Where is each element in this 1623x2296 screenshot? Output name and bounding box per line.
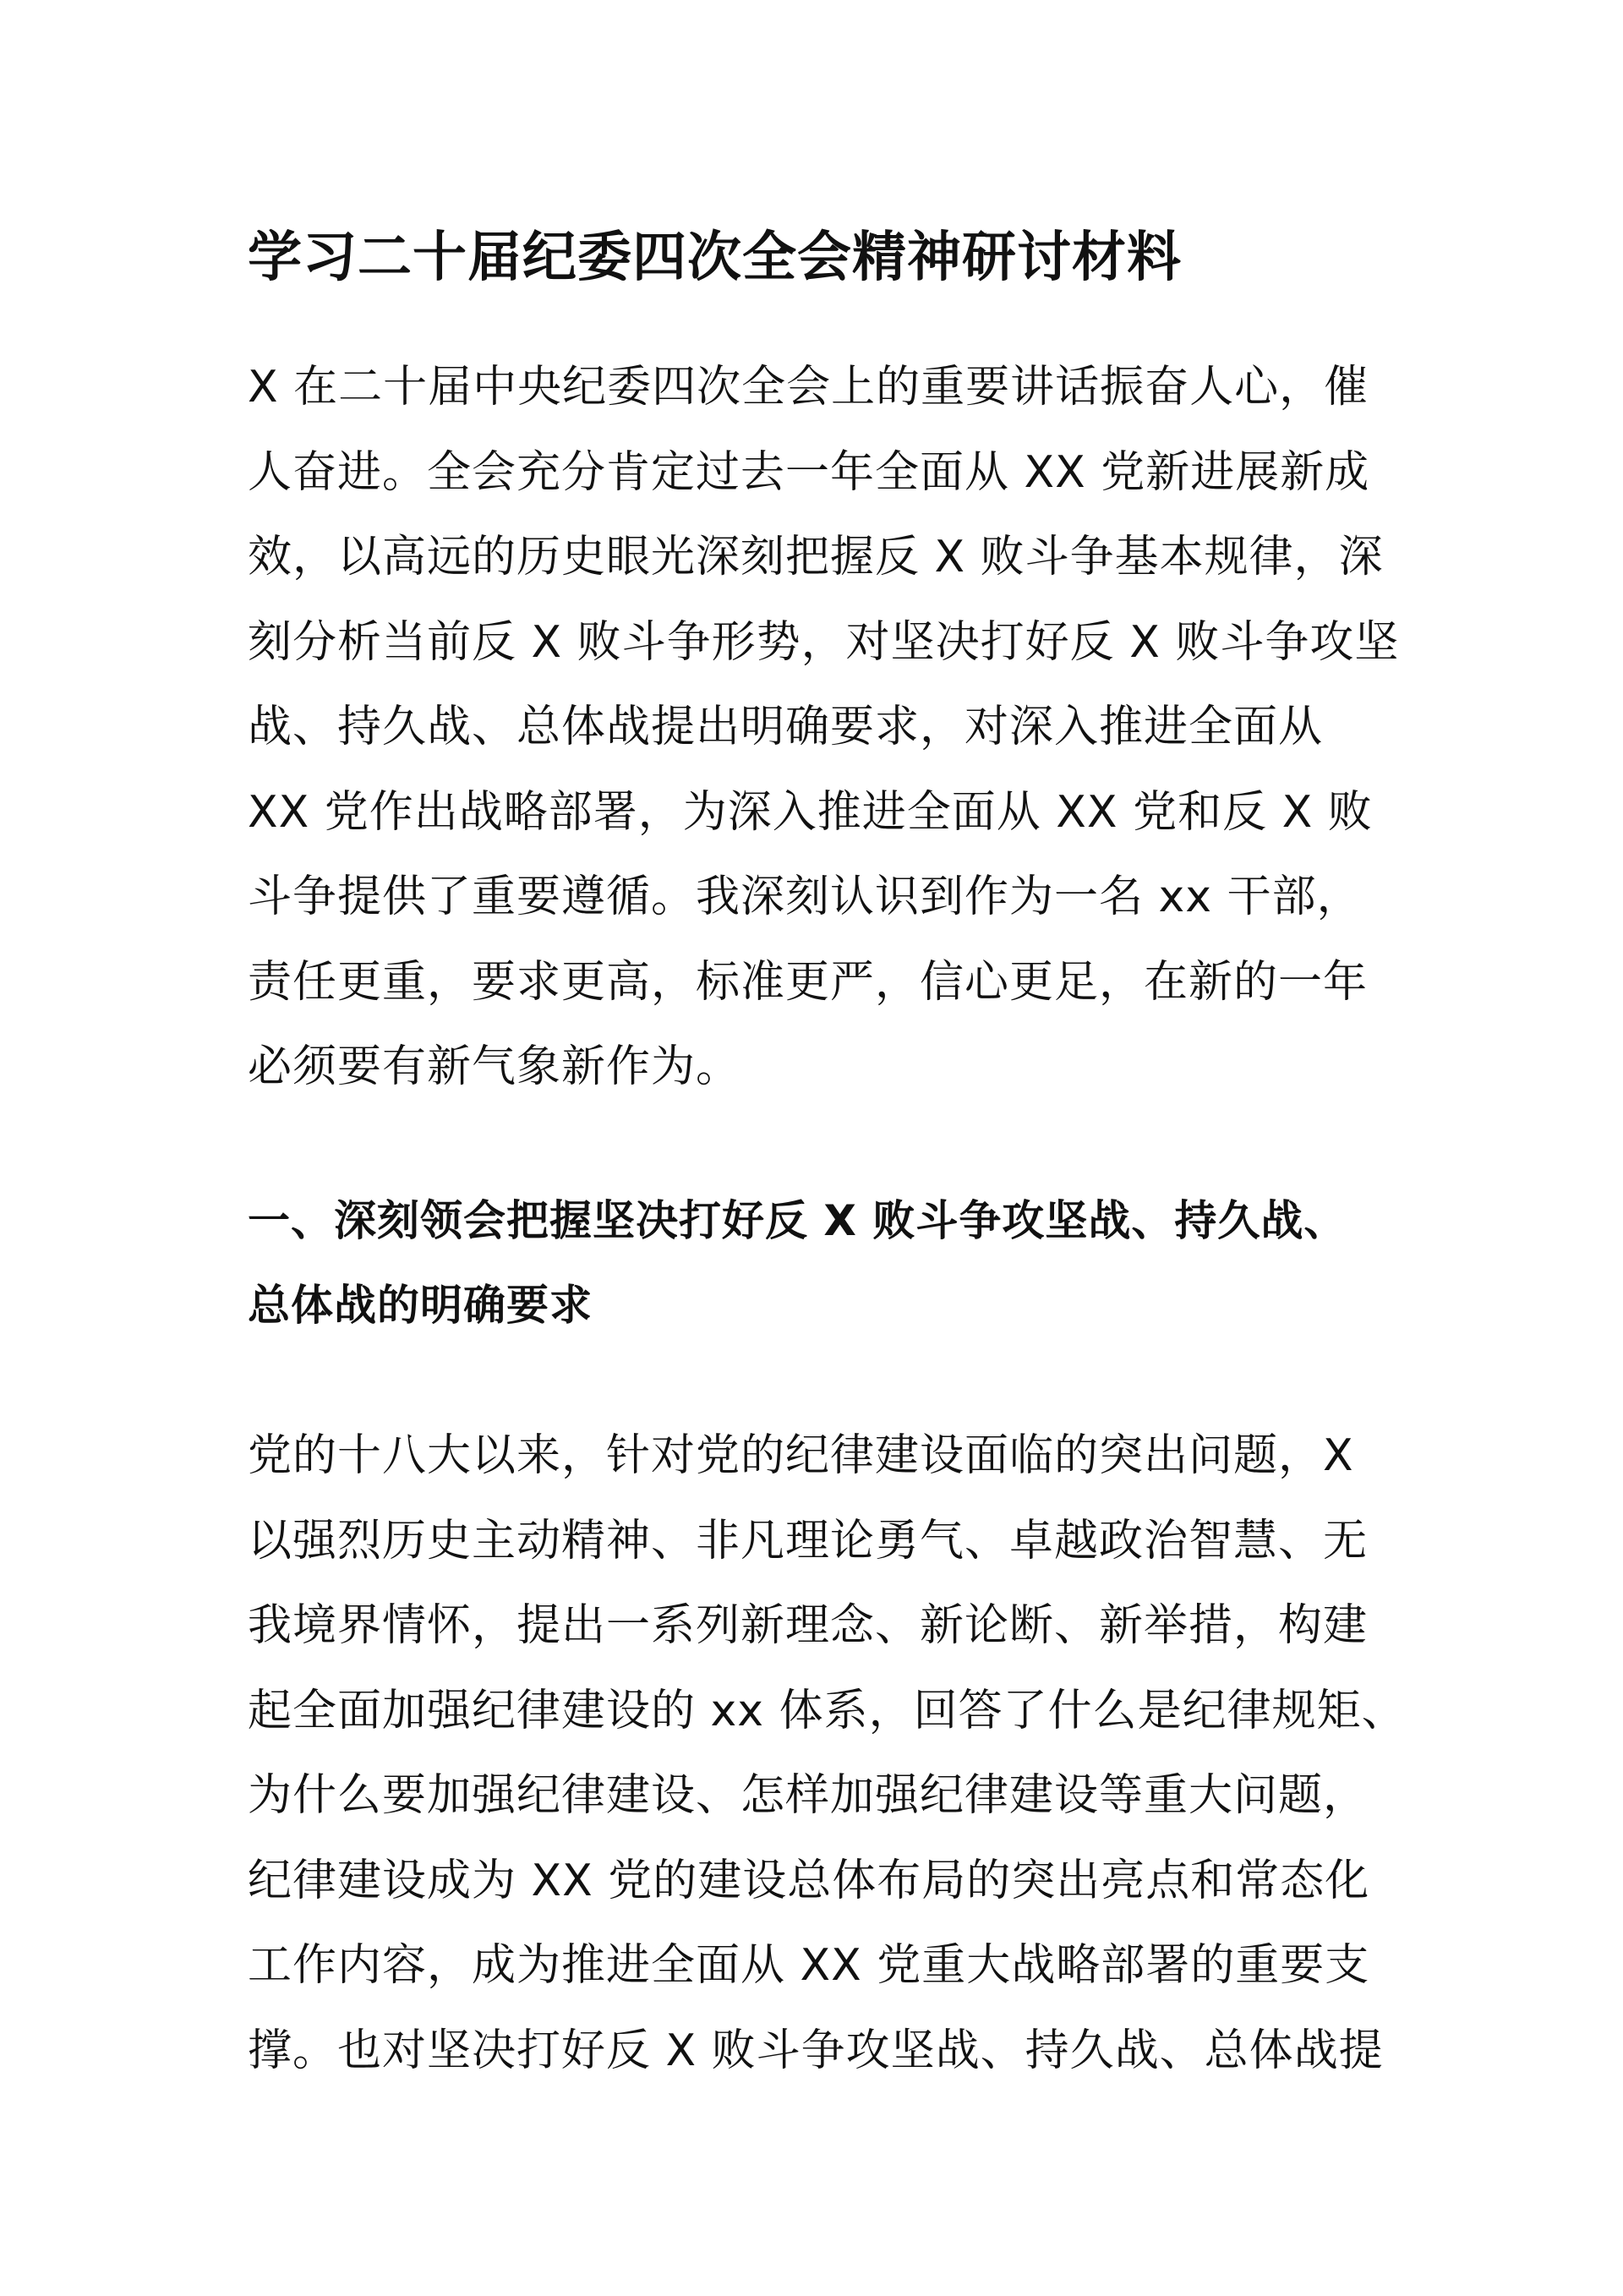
document-title: 学习二十届纪委四次全会精神研讨材料 — [248, 227, 1182, 289]
paragraph-line: 责任更重，要求更高，标准更严，信心更足，在新的一年 — [248, 956, 1369, 1008]
paragraph-line: 斗争提供了重要遵循。我深刻认识到作为一名 xx 干部， — [248, 872, 1362, 922]
paragraph-line: 起全面加强纪律建设的 xx 体系，回答了什么是纪律规矩、 — [248, 1685, 1407, 1736]
paragraph-line: 效，以高远的历史眼光深刻把握反 X 败斗争基本规律，深 — [248, 532, 1384, 582]
paragraph-line: X 在二十届中央纪委四次全会上的重要讲话振奋人心，催 — [248, 362, 1369, 413]
paragraph-line: 纪律建设成为 XX 党的建设总体布局的突出亮点和常态化 — [248, 1855, 1370, 1906]
paragraph-line: 我境界情怀，提出一系列新理念、新论断、新举措，构建 — [248, 1600, 1369, 1651]
paragraph-line: 为什么要加强纪律建设、怎样加强纪律建设等重大问题， — [248, 1770, 1369, 1821]
paragraph-line: 撑。也对坚决打好反 X 败斗争攻坚战、持久战、总体战提 — [248, 2025, 1384, 2076]
paragraph-line: 刻分析当前反 X 败斗争形势，对坚决打好反 X 败斗争攻坚 — [248, 616, 1400, 668]
paragraph-line: 工作内容，成为推进全面从 XX 党重大战略部署的重要支 — [248, 1940, 1370, 1991]
heading-line: 一、深刻领会把握坚决打好反 X 败斗争攻坚战、持久战、 — [248, 1196, 1347, 1245]
section-body-paragraph — [248, 1413, 1407, 2093]
heading-line: 总体战的明确要求 — [248, 1281, 593, 1330]
paragraph-line: 党的十八大以来，针对党的纪律建设面临的突出问题，X — [248, 1430, 1354, 1481]
paragraph-line: XX 党作出战略部署，为深入推进全面从 XX 党和反 X 败 — [248, 786, 1373, 838]
intro-paragraph — [248, 345, 1400, 1110]
paragraph-line: 必须要有新气象新作为。 — [248, 1041, 741, 1092]
paragraph-line: 以强烈历史主动精神、非凡理论勇气、卓越政治智慧、无 — [248, 1515, 1369, 1566]
paragraph-line: 人奋进。全会充分肯定过去一年全面从 XX 党新进展新成 — [248, 446, 1370, 498]
paragraph-line: 战、持久战、总体战提出明确要求，对深入推进全面从 — [248, 702, 1324, 752]
section-heading — [248, 1178, 1431, 1348]
